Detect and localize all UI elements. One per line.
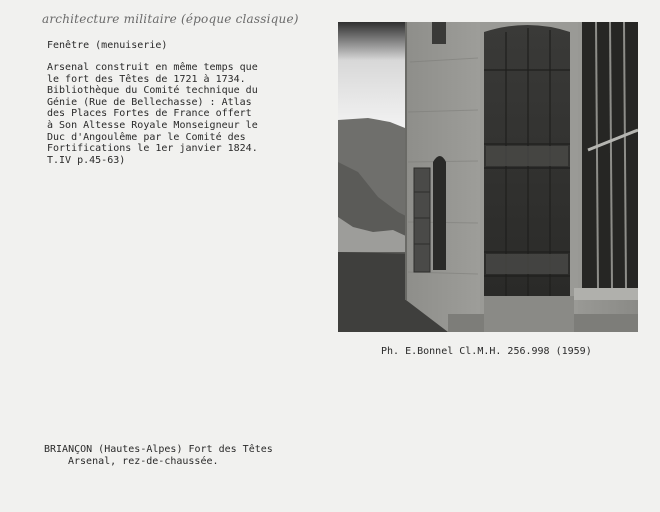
photo-credit: Ph. E.Bonnel Cl.M.H. 256.998 (1959)	[381, 346, 592, 357]
handwritten-category-note: architecture militaire (époque classique)	[42, 12, 299, 26]
description-line: à Son Altesse Royale Monseigneur le	[47, 119, 258, 131]
description-line: Génie (Rue de Bellechasse) : Atlas	[47, 96, 252, 108]
location-line: BRIANÇON (Hautes-Alpes) Fort des Têtes	[44, 444, 273, 455]
description-line: le fort des Têtes de 1721 à 1734.	[47, 73, 246, 85]
description-line: T.IV p.45-63)	[47, 154, 126, 166]
description-line: des Places Fortes de France offert	[47, 108, 252, 120]
description-line: Duc d'Angoulême par le Comité des	[47, 131, 246, 143]
location-line: Arsenal, rez-de-chaussée.	[68, 456, 219, 467]
description-block	[47, 62, 292, 166]
description-line: Fortifications le 1er janvier 1824.	[47, 143, 258, 155]
description-line: Bibliothèque du Comité technique du	[47, 85, 258, 97]
description-line: Arsenal construit en même temps que	[47, 62, 258, 73]
building-photo	[338, 22, 638, 332]
subject-title: Fenêtre (menuiserie)	[47, 40, 168, 51]
location-caption	[44, 444, 273, 468]
